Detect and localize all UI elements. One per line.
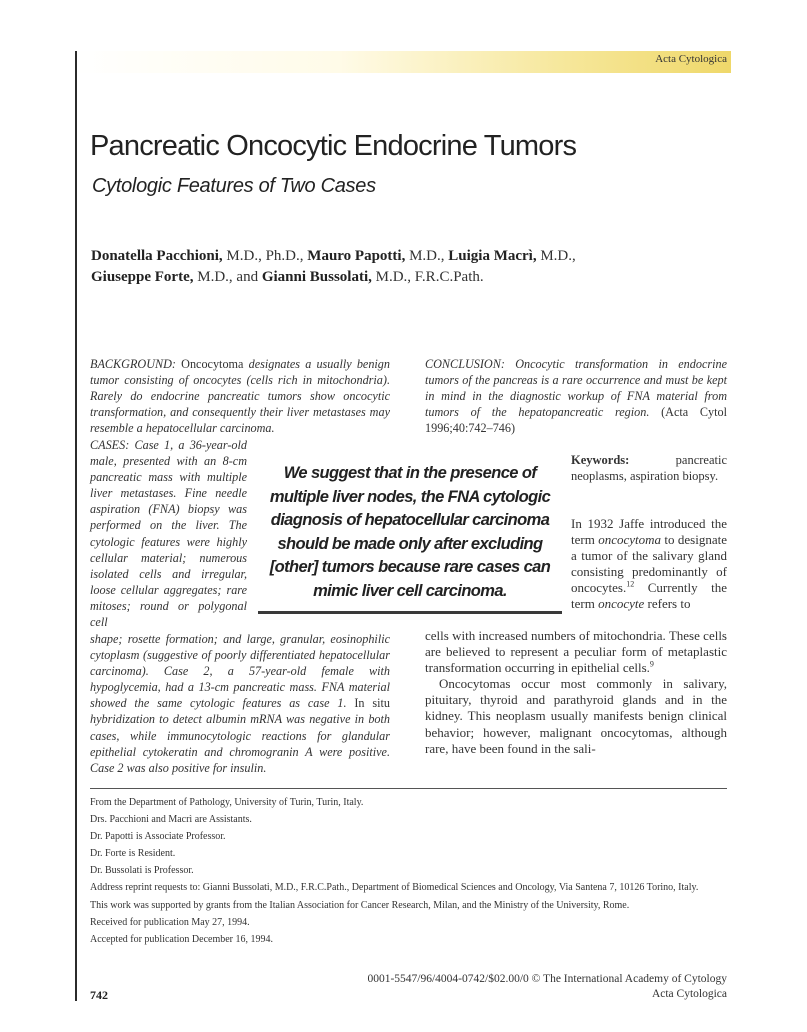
keywords-label: Keywords: [571, 453, 630, 467]
author-name: Mauro Papotti, [307, 248, 406, 264]
reference-marker: 12 [626, 580, 635, 590]
author-credentials: M.D., [405, 248, 449, 264]
author-name: Gianni Bussolati, [261, 269, 372, 285]
footnotes [90, 796, 730, 950]
footnote: From the Department of Pathology, University of Turin, Turin, Italy. [90, 797, 364, 808]
footnote: Received for publication May 27, 1994. [90, 916, 250, 928]
pull-quote-rule [258, 611, 562, 614]
keywords-text: pancreatic neoplasms, aspiration biopsy. [571, 453, 727, 484]
article-subtitle: Cytologic Features of Two Cases [92, 175, 376, 197]
body-text: to designate a tumor of the salivary gland consisting predominantly of oncocytes. [571, 532, 727, 596]
copyright-line: 0001-5547/96/4004-0742/$02.00/0 © The International Academy of Cytology [367, 973, 727, 985]
author-credentials: M.D., F.R.C.Path. [371, 269, 484, 285]
body-text: Currently the term [571, 580, 727, 612]
background-heading: BACKGROUND: [90, 357, 176, 371]
body-text-wide [425, 628, 727, 757]
footnote: Dr. Papotti is Associate Professor. [90, 831, 226, 843]
footer-journal: Acta Cytologica [651, 988, 727, 1000]
footnote: This work was supported by grants from the Italian Association for Cancer Research, Milan, and the Ministry of the University, Rome. [90, 899, 630, 911]
footnote: Address reprint requests to: Gianni Bussolati, M.D., F.R.C.Path., Department of Biomedical Sciences and Oncology, Via Santena 7, 10126 Torino, Italy. [90, 882, 699, 894]
footnote: Accepted for publication December 16, 1994. [90, 933, 273, 945]
article-title: Pancreatic Oncocytic Endocrine Tumors [90, 130, 577, 162]
page-number: 742 [90, 988, 108, 1002]
footnote: Dr. Bussolati is Professor. [90, 865, 194, 877]
author-credentials: M.D., and [193, 269, 262, 285]
footnote: Dr. Forte is Resident. [90, 848, 176, 860]
abstract-cases: CASES: Case 1, a 36-year-old male, presented with an 8-cm pancreatic mass with multiple liver metastases. Fine needle aspiration (FNA) biopsy was performed on the liver. The cytologic features were highly cellular material; numerous isolated cells and irregular, loose cellular aggregates; rare mitoses; round or polygonal cell [90, 438, 247, 630]
abstract-cases-continued [90, 631, 390, 776]
left-margin-rule [75, 51, 77, 1001]
term-oncocytoma: oncocytoma [598, 532, 662, 548]
body-text: refers to [644, 596, 691, 612]
term-oncocyte: oncocyte [598, 596, 645, 612]
author-credentials: M.D., Ph.D., [222, 248, 308, 264]
header-band [76, 51, 731, 73]
pull-quote [258, 462, 562, 614]
author-credentials: M.D., [536, 248, 576, 264]
background-text: designates a usually benign tumor consisting of oncocytes (cells rich in mitochondria). Rarely do endocrine pancreatic tumors show oncocytic transformation, and consequently their liver metastases may resemble a hepatocellular carcinoma. [90, 357, 390, 436]
reference-marker: 9 [649, 659, 654, 669]
keywords [571, 452, 727, 484]
author-list [91, 246, 731, 288]
cases-upright-term: In situ [346, 696, 390, 711]
author-name: Giuseppe Forte, [91, 269, 194, 285]
footnote-rule [90, 788, 727, 789]
cases-cont-text: shape; rosette formation; and large, granular, eosinophilic cytoplasm (suggestive of poorly differentiated hepatocellular carcinoma). Case 2, a 57-year-old female with hypoglycemia, had a 13-cm pancreatic mass. FNA material showed the same cytologic features as case 1. [90, 632, 390, 711]
body-paragraph-1 [571, 516, 727, 613]
pull-quote-text: We suggest that in the presence of multiple liver nodes, the FNA cytologic diagnosis of hepatocellular carcinoma should be made only after excluding [other] tumors because rare cases can mimic liver cell carcinoma. [269, 464, 551, 600]
author-name: Donatella Pacchioni, [91, 248, 223, 264]
author-line-2 [91, 267, 731, 288]
footnote: Drs. Pacchioni and Macrì are Assistants. [90, 814, 252, 826]
abstract-citation: (Acta Cytol 1996;40:742–746) [425, 405, 727, 436]
conclusion-text: CONCLUSION: Oncocytic transformation in endocrine tumors of the pancreas is a rare occurrence and must be kept in mind in the diagnostic workup of FNA material from tumors of the hepatopancreatic region. [425, 357, 727, 420]
cases-end-text: hybridization to detect albumin mRNA was negative in both cases, while immunocytologic reactions for glandular epithelial cytokeratin and chromogranin A were positive. Case 2 was also positive for insulin. [90, 712, 390, 775]
background-upright-term: Oncocytoma [176, 357, 244, 371]
author-name: Luigia Macrì, [448, 248, 537, 264]
running-head-journal: Acta Cytologica [655, 53, 727, 65]
body-paragraph-2: Oncocytomas occur most commonly in salivary, pituitary, thyroid and parathyroid glands and in the kidney. This neoplasm usually manifests benign clinical behavior; however, malignant oncocytomas, although rare, have been found in the sali- [425, 676, 727, 756]
abstract-background [90, 356, 390, 436]
author-line-1 [91, 246, 731, 267]
body-text: cells with increased numbers of mitochondria. These cells are believed to represent a peculiar form of metaplastic transformation occurring in epithelial cells. [425, 628, 727, 676]
body-paragraph-1-continued [425, 628, 727, 676]
abstract-conclusion [425, 356, 727, 436]
body-text: In 1932 Jaffe introduced the term [571, 516, 727, 548]
